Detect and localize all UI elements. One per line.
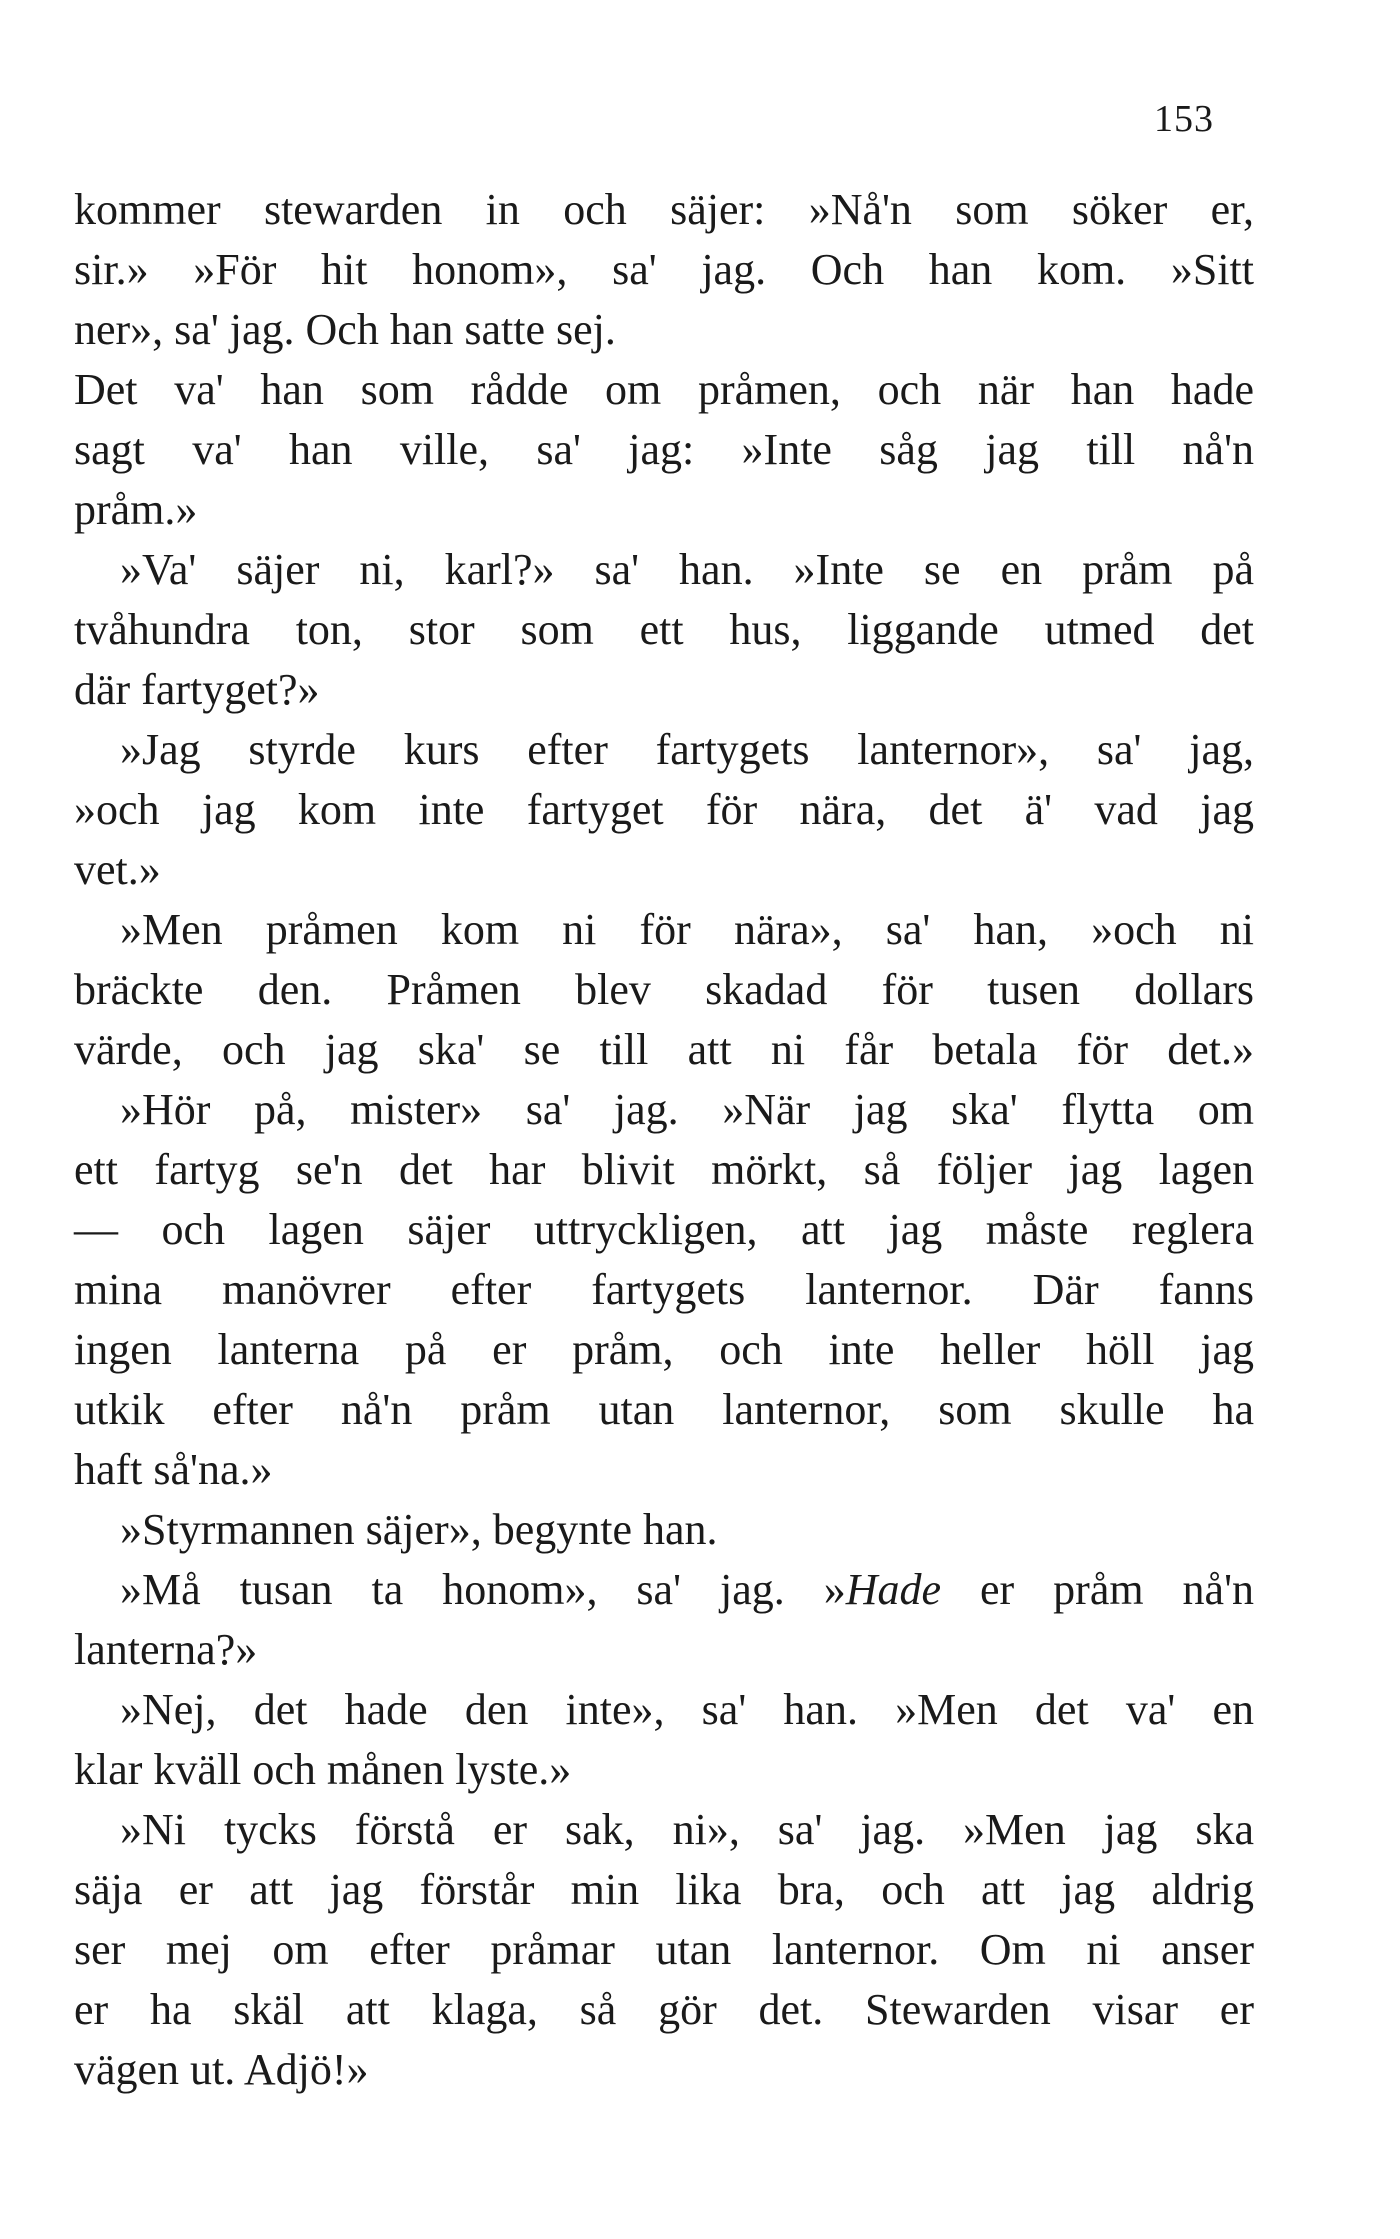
text-line: er ha skäl att klaga, så gör det. Stewarden visar er: [74, 1985, 1254, 2034]
text-line: »och jag kom inte fartyget för nära, det ä' vad jag: [74, 785, 1254, 834]
text-line: ner», sa' jag. Och han satte sej.: [74, 305, 616, 354]
text-line: vet.»: [74, 845, 161, 894]
body-text: [74, 180, 1254, 2100]
text-line: — och lagen säjer uttryckligen, att jag måste reglera: [74, 1205, 1254, 1254]
text-line: haft så'na.»: [74, 1445, 273, 1494]
text-line: säja er att jag förstår min lika bra, och att jag aldrig: [74, 1865, 1254, 1914]
text-line: »Hör på, mister» sa' jag. »När jag ska' flytta om: [120, 1085, 1254, 1134]
text-line: sir.» »För hit honom», sa' jag. Och han kom. »Sitt: [74, 245, 1254, 294]
text-line: »Jag styrde kurs efter fartygets lanternor», sa' jag,: [120, 725, 1254, 774]
text-line: där fartyget?»: [74, 665, 320, 714]
text-line: »Må tusan ta honom», sa' jag. »Hade er pråm nå'n: [120, 1565, 1255, 1614]
text-line: vägen ut. Adjö!»: [74, 2045, 369, 2094]
text-line: värde, och jag ska' se till att ni får betala för det.»: [74, 1025, 1254, 1074]
text-line: klar kväll och månen lyste.»: [74, 1745, 572, 1794]
text-line: utkik efter nå'n pråm utan lanternor, som skulle ha: [74, 1385, 1254, 1434]
text-line: sagt va' han ville, sa' jag: »Inte såg jag till nå'n: [74, 425, 1254, 474]
text-line: »Styrmannen säjer», begynte han.: [120, 1505, 718, 1554]
text-line: kommer stewarden in och säjer: »Nå'n som söker er,: [74, 185, 1254, 234]
text-line: mina manövrer efter fartygets lanternor. Där fanns: [74, 1265, 1254, 1314]
text-line: ser mej om efter pråmar utan lanternor. Om ni anser: [74, 1925, 1254, 1974]
text-line: bräckte den. Pråmen blev skadad för tusen dollars: [74, 965, 1254, 1014]
text-line: »Men pråmen kom ni för nära», sa' han, »och ni: [120, 905, 1254, 954]
text-line: tvåhundra ton, stor som ett hus, liggande utmed det: [74, 605, 1254, 654]
text-line: »Ni tycks förstå er sak, ni», sa' jag. »Men jag ska: [120, 1805, 1254, 1854]
page-number: 153: [1154, 98, 1214, 140]
emphasis: Hade: [845, 1565, 942, 1614]
text-line: Det va' han som rådde om pråmen, och när han hade: [74, 365, 1254, 414]
text-line: lanterna?»: [74, 1625, 258, 1674]
text-line: pråm.»: [74, 485, 198, 534]
text-line: »Nej, det hade den inte», sa' han. »Men det va' en: [120, 1685, 1254, 1734]
text-line: ett fartyg se'n det har blivit mörkt, så följer jag lagen: [74, 1145, 1254, 1194]
text-line: ingen lanterna på er pråm, och inte heller höll jag: [74, 1325, 1254, 1374]
text-line: »Va' säjer ni, karl?» sa' han. »Inte se en pråm på: [120, 545, 1254, 594]
